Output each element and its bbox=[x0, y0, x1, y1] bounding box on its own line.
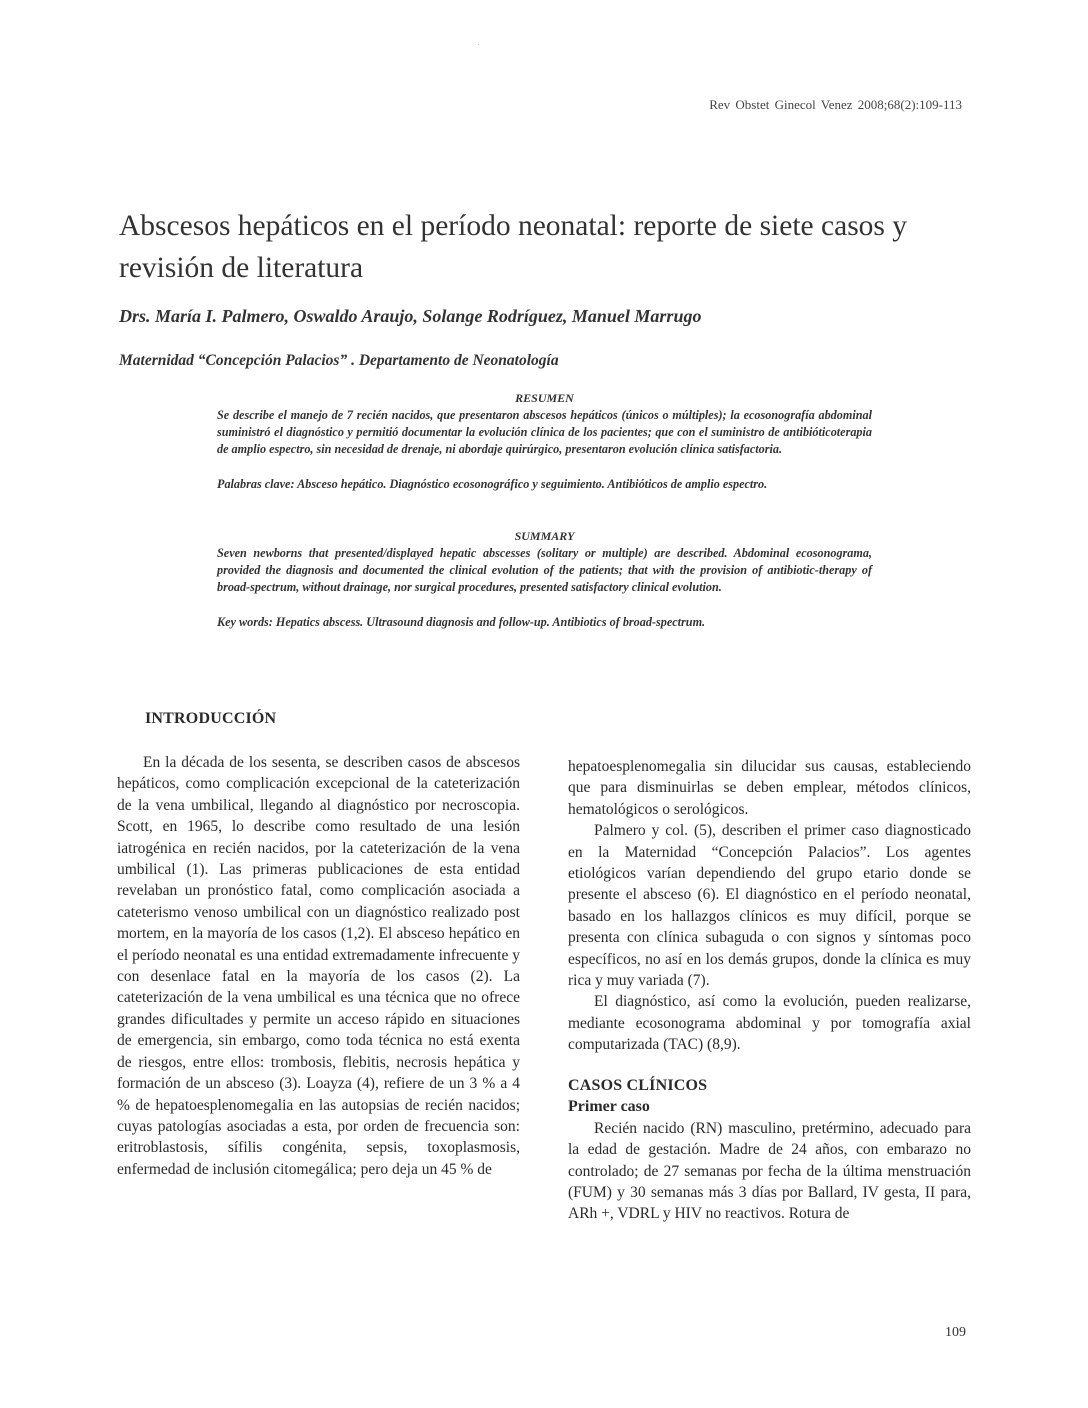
intro-paragraph-3: Palmero y col. (5), describen el primer caso diagnosticado en la Maternidad “Concepción Palacios”. Los agentes etiológicos varían dependiendo del grupo etario donde se presente el absceso (6). El diagnóstico en el período neonatal, basado en los hallazgos clínicos es muy difícil, porque se presenta con clínica subaguda o con signos y síntomas poco específicos, no así en los demás grupos, donde la clínica es muy rica y muy variada (7). bbox=[568, 822, 971, 990]
right-column bbox=[568, 756, 971, 1225]
introduccion-heading: INTRODUCCIÓN bbox=[145, 710, 277, 727]
article-title: Abscesos hepáticos en el período neonatal: reporte de siete casos y revisión de literatura bbox=[119, 210, 908, 284]
resumen-block bbox=[217, 390, 872, 493]
resumen-text: Se describe el manejo de 7 recién nacidos, que presentaron abscesos hepáticos (únicos o múltiples); la ecosonografía abdominal suministró el diagnóstico y permitió documentar la evolución clínica de los pacientes; que con el suministro de antibióticoterapia de amplio espectro, sin necesidad de drenaje, ni abordaje quirúrgico, presentaron evolución clínica satisfactoria. bbox=[217, 408, 872, 456]
resumen-keywords: Palabras clave: Absceso hepático. Diagnóstico ecosonográfico y seguimiento. Antibióticos de amplio espectro. bbox=[217, 477, 768, 491]
intro-paragraph-1: En la década de los sesenta, se describen casos de abscesos hepáticos, como complicación excepcional de la cateterización de la vena umbilical, llegando al diagnóstico por necroscopia. Scott, en 1965, lo describe como resultado de una lesión iatrogénica en recién nacidos, por la cateterización de la vena umbilical (1). Las primeras publicaciones de esta entidad revelaban un pronóstico fatal, como complicación asociada a cateterismo venoso umbilical con un diagnóstico realizado post mortem, en la mayoría de los casos (1,2). El absceso hepático en el período neonatal es una entidad extremadamente infrecuente y con desenlace fatal en la mayoría de los casos (2). La cateterización de la vena umbilical es una técnica que no ofrece grandes dificultades y permite un acceso rápido en situaciones de emergencia, sin embargo, como toda técnica no está exenta de riesgos, entre ellos: trombosis, flebitis, necrosis hepática y formación de un absceso (3). Loayza (4), refiere de un 3 % a 4 % de hepatoesplenomegalia en las autopsias de recién nacidos; cuyas patologías asociadas a esta, por orden de frecuencia son: eritroblastosis, sífilis congénita, sepsis, toxoplasmosis, enfermedad de inclusión citomegálica; pero deja un 45 % de bbox=[117, 754, 520, 1178]
intro-paragraph-2: hepatoesplenomegalia sin dilucidar sus causas, estableciendo que para disminuirlas se deben emplear, métodos clínicos, hematológicos o serológicos. bbox=[568, 758, 971, 818]
case-paragraph-1: Recién nacido (RN) masculino, pretérmino, adecuado para la edad de gestación. Madre de 24 años, con embarazo no controlado; de 27 semanas por fecha de la última menstruación (FUM) y 30 semanas más 3 días por Ballard, IV gesta, II para, ARh +, VDRL y HIV no reactivos. Rotura de bbox=[568, 1119, 971, 1223]
summary-text: Seven newborns that presented/displayed hepatic abscesses (solitary or multiple) are described. Abdominal ecosonograma, provided the diagnosis and documented the clinical evolution of the patients; that with the provision of antibiotic-therapy of broad-spectrum, without drainage, nor surgical procedures, presented satisfactory clinical evolution. bbox=[217, 546, 872, 594]
journal-citation: Rev Obstet Ginecol Venez 2008;68(2):109-113 bbox=[709, 97, 962, 112]
casos-clinicos-heading: CASOS CLÍNICOS bbox=[568, 1076, 708, 1094]
summary-heading: SUMMARY bbox=[514, 529, 575, 543]
article-authors: Drs. María I. Palmero, Oswaldo Araujo, Solange Rodríguez, Manuel Marrugo bbox=[119, 306, 702, 326]
intro-paragraph-4: El diagnóstico, así como la evolución, pueden realizarse, mediante ecosonograma abdominal y por tomografía axial computarizada (TAC) (8,9). bbox=[568, 993, 971, 1054]
scan-speck bbox=[478, 44, 479, 45]
resumen-heading: RESUMEN bbox=[515, 391, 574, 405]
summary-block bbox=[217, 528, 872, 631]
primer-caso-heading: Primer caso bbox=[568, 1097, 650, 1115]
summary-keywords: Key words: Hepatics abscess. Ultrasound diagnosis and follow-up. Antibiotics of broad-spectrum. bbox=[217, 615, 706, 629]
article-affiliation: Maternidad “Concepción Palacios” . Departamento de Neonatología bbox=[119, 352, 559, 369]
page-number: 109 bbox=[945, 1325, 966, 1340]
left-column bbox=[117, 752, 520, 1180]
